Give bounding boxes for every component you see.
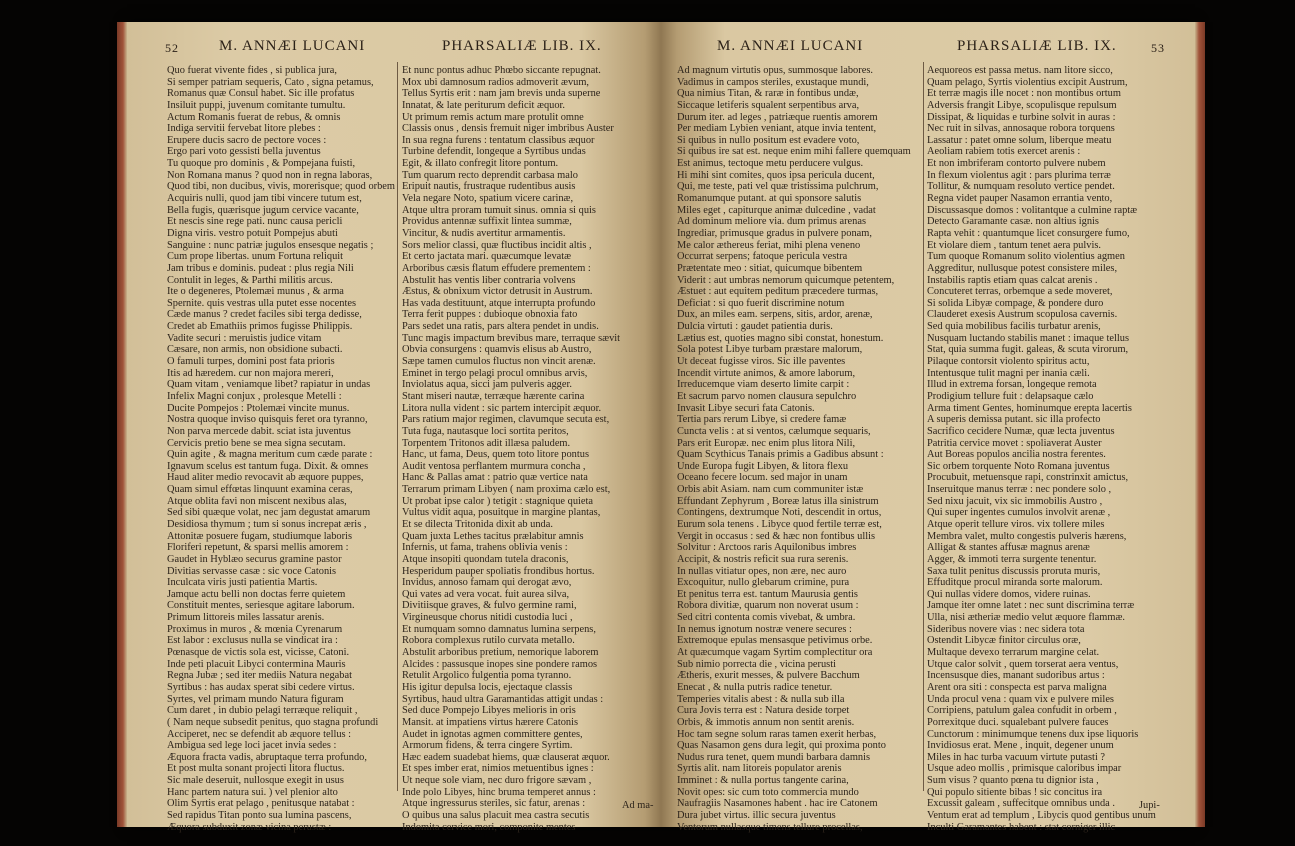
verse-line: Est labor : exclusus nulla se vindicat ira : [167,635,338,647]
verse-line: Pars erit Europæ. nec enim plus litora Nili, [677,437,856,449]
verse-line: Unda procul vena : quam vix e pulvere miles [927,693,1114,705]
verse-line: Inde peti placuit Libyci contermina Mauris [167,658,346,670]
verse-line: Jamque iter omne latet : nec sunt discrimina terræ [927,600,1135,612]
verse-line: Ut probat ipse calor ) tetigit : stagnique quieta [402,495,594,507]
verse-line: Æquora subduxit zonæ vicina perustæ : [167,821,332,833]
verse-line: Atque oblita favi non miscent nexibus alas, [167,495,347,507]
verse-line: Innatat, & late periturum deficit æquor. [402,99,566,111]
verse-line: Syrtibus : has audax sperat sibi cedere virtus. [167,681,355,693]
verse-line: Credet ab Emathiis primos fugisse Philippis. [167,321,353,333]
column-rule [397,62,398,791]
verse-line: Quam juxta Lethes tacitus prælabitur amnis [402,530,584,542]
verse-line: Sed sibi quæque volat, nec jam degustat amarum [167,507,371,519]
verse-line: Invidus, annoso famam qui derogat ævo, [402,577,572,589]
verse-line: Multaque devexo terrarum margine celat. [927,647,1100,659]
verse-line: Tu quoque pro dominis , & Pompejana fuisti, [167,158,356,170]
verse-line: Bella fugis, quærisque jugum cervice vacante, [167,204,359,216]
verse-line: Vadite securi : meruistis judice vitam [167,332,322,344]
verse-line: Aeoliam rabiem totis exercet arenis : [927,146,1081,158]
verse-line: Dissipat, & liquidas e turbine solvit in auras : [927,111,1116,123]
verse-line: Sum visus ? quanto pœna tu dignior ista , [927,775,1099,787]
verse-line: Siccaque letiferis squalent serpentibus arva, [677,99,860,111]
left-page-column-1 [167,65,395,833]
verse-line: Quam pelago, Syrtis violentius excipit Austrum, [927,76,1128,88]
verse-line: Prodigium tellure fuit : delapsaque cælo [927,390,1094,402]
open-book [127,22,1195,833]
verse-line: Terrarum primam Libyen ( nam proxima cælo est, [402,484,611,496]
verse-line: Effuditque procul miranda sorte malorum. [927,577,1103,589]
verse-line: Incendit virtute animos, & amore laborum, [677,367,856,379]
verse-line: Hanc partem natura sui. ) vel plenior alto [167,786,338,798]
verse-line: Floriferi repetunt, & sparsi mellis amorem : [167,542,349,554]
verse-line: Ut neque sole viam, nec duro frigore sævam , [402,775,592,787]
verse-line: Irreducemque viam deserto limite carpit : [677,379,850,391]
verse-line: Clauderet exesis Austrum scopulosa cavernis. [927,309,1118,321]
verse-line: A superis demissa putant. sic illa profecto [927,414,1101,426]
verse-line: Et post multa sonant projecti litora fluctus. [167,763,345,775]
verse-line: Torpentem Tritonos adit illæsa paludem. [402,437,571,449]
verse-line: Insiluit puppi, juvenum comitante tumultu. [167,99,346,111]
verse-line: Infelix Magni conjux , prolesque Metelli : [167,390,342,402]
verse-line: Ut deceat fugisse viros. Sic ille paventes [677,356,846,368]
verse-line: Sola potest Libye turbam præstare malorum, [677,344,863,356]
verse-line: Litora nulla vident : sic partem intercipit æquor. [402,402,602,414]
verse-line: Hanc & Pallas amat : patrio quæ vertice nata [402,472,588,484]
verse-line: Regna videt pauper Nasamon errantia vento, [927,193,1113,205]
verse-line: Unde Europa fugit Libyen, & litora flexu [677,460,849,472]
verse-line: Vela negare Noto, spatium vicere carinæ, [402,193,574,205]
verse-line: Sed duce Pompejo Libyes melioris in oris [402,705,576,717]
verse-line: Dura jubet virtus. illic secura juventus [677,810,836,821]
verse-line: In nemus ignotum nostræ venere secures : [677,623,852,635]
verse-line: Turbine defendit, longeque a Syrtibus undas [402,146,586,158]
verse-line: Sideribus novere vias : nec sidera tota [927,623,1085,635]
verse-line: Cunctorum : minimumque tenens dux ipse liquoris [927,728,1139,740]
right-page-number: 53 [1151,41,1165,55]
verse-line: Inseruitque manus terræ : nec pondere solo , [927,484,1112,496]
right-head-author: M. ANNÆI LUCANI [717,38,864,54]
verse-line: Tum quoque Romanum solito violentius agmen [927,251,1125,263]
verse-line: Ulla, nisi ætheriæ medio velut æquore flammæ. [927,612,1125,624]
verse-line: Incensusque dies, manant sudoribus artus : [927,670,1105,682]
verse-line: Ad dominum meliore via. dum primus arenas [677,216,867,228]
verse-line: Saxa tulit penitus discussis proruta muris, [927,565,1101,577]
verse-line: Audit ventosa perflantem murmura concha , [402,460,586,472]
verse-line: Cuncta velis : at si ventos, cælumque sequaris, [677,425,871,437]
verse-line: Et spes imber erat, nimios metuentibus ignes : [402,763,594,775]
verse-line: Nudus rura tenet, quem mundi barbara damnis [677,751,871,763]
verse-line: O famuli turpes, domini post fata prioris [167,356,335,368]
verse-line: Stant miseri nautæ, terræque hærente carina [402,390,585,402]
verse-line: Cura Jovis terra est : Natura deside torpet [677,705,850,717]
verse-line: Porrexitque duci. squalebant pulvere fauces [927,716,1109,728]
verse-line: Alligat & stantes affusæ magnus arenæ [927,542,1090,554]
verse-line: Itis ad hæredem. cur non majora mereri, [167,367,334,379]
verse-line: Qui populo sitiente bibas ! sic concitus ira [927,786,1103,798]
verse-line: Discussasque domos : volitantque a culmine raptæ [927,204,1138,216]
verse-line: Has vada destituunt, atque interrupta profundo [402,297,596,309]
verse-line: Orbis, & immotis annum non sentit arenis. [677,716,855,728]
verse-line: Si quibus in nullo positum est evadere voto, [677,134,860,146]
verse-line: Tum quarum recto deprendit carbasa malo [402,169,578,181]
right-running-head [661,38,1195,58]
verse-line: Ventum erat ad templum , Libycis quod gentibus unum [927,810,1156,821]
verse-line: Imminet : & nulla portus tangente carina, [677,775,849,787]
verse-line: Aggreditur, nullusque potest consistere miles, [927,262,1118,274]
verse-line: Tellus Syrtis erit : nam jam brevis unda superne [402,88,601,100]
verse-line: Tertia pars rerum Libye, si credere famæ [677,414,847,426]
verse-line: Sic orbem torquente Noto Romana juventus [927,460,1110,472]
verse-line: Providus antennæ suffixit lintea summæ, [402,216,572,228]
verse-line: Quo fuerat vivente fides , si publica jura, [167,65,337,76]
verse-line: His igitur depulsa locis, ejectaque classis [402,681,573,693]
verse-line: Et nunc pontus adhuc Phœbo siccante repugnat. [402,65,601,76]
verse-line: Instabilis raptis etiam quas calcat arenis . [927,274,1098,286]
verse-line: Sæpe tamen cumulos fluctus non vincit arenæ. [402,356,596,368]
verse-line: Prætentate meo : sitiat, quicumque bibentem [677,262,863,274]
verse-line: Quin agite , & magna meritum cum cæde parate : [167,449,373,461]
verse-line: Retulit Argolico fulgentia poma tyranno. [402,670,572,682]
verse-line: Novit opes: sic cum toto commercia mundo [677,786,859,798]
verse-line: Aequoreos est passa metus. nam litore sicco, [927,65,1113,76]
left-page-edge [117,22,127,827]
verse-line: Durum iter. ad leges , patriæque ruentis amorem [677,111,878,123]
verse-line: Et terræ magis ille nocet : non montibus ortum [927,88,1121,100]
verse-line: Digna viris. vestro potuit Pompejus abuti [167,227,338,239]
verse-line: Concuteret terras, orbemque a sede moveret, [927,286,1113,298]
left-head-author: M. ANNÆI LUCANI [219,38,366,54]
verse-line: Occurrat serpens; fatoque pericula vestra [677,251,848,263]
verse-line: In nullas vitiatur opes, non ære, nec auro [677,565,847,577]
verse-line: Miles eget , capiturque animæ dulcedine , vadat [677,204,876,216]
verse-line: Utque calor solvit , quem torserat aera ventus, [927,658,1119,670]
verse-line: Æquora fracta vadis, abruptaque terra profundo, [167,751,367,763]
verse-line: Miles in hac turba vacuum virtute putasti ? [927,751,1106,763]
verse-line: Qui super ingentes cumulos involvit arenæ , [927,507,1111,519]
verse-line: Oceano fecere locum. sed major in unam [677,472,848,484]
verse-line: Jam tribus e dominis. pudeat : plus regia Nili [167,262,354,274]
verse-line: Et nescis sine rege pati. nunc causa pericli [167,216,343,228]
verse-line: Sed quia mobilibus facilis turbatur arenis, [927,321,1101,333]
verse-line: Cervicis pretio bene se mea signa secutam. [167,437,346,449]
left-catchword: Ad ma- [622,800,654,811]
verse-line: Pilaque contorsit violento spiritus actu, [927,356,1090,368]
verse-line: Indiga servitii fervebat litore plebes : [167,123,321,135]
verse-line: Quam vitam , veniamque libet? rapiatur in undas [167,379,371,391]
verse-line: Me calor æthereus feriat, mihi plena veneno [677,239,861,251]
verse-line: Procubuit, metuensque rapi, constrinxit amictus, [927,472,1129,484]
verse-line: Romanus quæ Consul habet. Sic ille profatus [167,88,355,100]
verse-line: Mansit. at impatiens virtus hærere Catonis [402,716,579,728]
verse-line: Quam Scythicus Tanais primis a Gadibus absunt : [677,449,884,461]
right-page [661,22,1195,833]
verse-line: Vadimus in campos steriles, exustaque mundi, [677,76,869,88]
verse-line: Agger, & immoti terra surgente tenentur. [927,553,1097,565]
verse-line: Classis onus , densis fremuit niger imbribus Auster [402,123,614,135]
verse-line: Lætius est, quoties magno sibi constat, honestum. [677,332,884,344]
verse-line: Erupere ducis sacro de pectore voces : [167,134,327,146]
right-page-edge [1195,22,1205,827]
verse-line: Sed rapidus Titan ponto sua lumina pascens, [167,810,352,821]
right-page-column-2 [927,65,1161,833]
verse-line: Æstuet : aut equitem peditum præcedere turmas, [677,286,879,298]
verse-line: Vultus vidit aqua, posuitque in margine plantas, [402,507,601,519]
verse-line: Orbis abit Asiam. nam cum communiter istæ [677,484,864,496]
verse-line: In flexum violentus agit : pars plurima terræ [927,169,1111,181]
verse-line: Sic male deseruit, nullosque exegit in usus [167,775,344,787]
verse-line: Adversis frangit Libye, scopulisque repulsum [927,99,1117,111]
verse-line: Eurum sola tenens . Libyce quod fertile terræ est, [677,518,882,530]
verse-line: Arboribus cæsis flatum effudere prementem : [402,262,591,274]
verse-line: At quæcumque vagam Syrtim complectitur ora [677,647,873,659]
verse-line: In sua regna furens : tentatum classibus æquor [402,134,595,146]
verse-line: Enecat , & nulla putris radice tenetur. [677,681,833,693]
verse-line: Accipit, & nostris reficit sua rura serenis. [677,553,849,565]
verse-line: Ostendit Libycæ finitor circulus oræ, [927,635,1081,647]
verse-line: Invasit Libye securi fata Catonis. [677,402,815,414]
verse-line: Inviolatus aqua, sicci jam pulveris agger. [402,379,572,391]
verse-line: Proximus in muros , & mœnia Cyrenarum [167,623,343,635]
verse-line: Syrtis alit. nam litoreis populator arenis [677,763,842,775]
verse-line: Ergo pari voto gessisti bella juventus [167,146,321,158]
verse-line: Inde polo Libyes, hinc bruma temperet annus : [402,786,596,798]
verse-line: Invidiosus erat. Mene , inquit, degener unum [927,740,1114,752]
verse-line: Atque ultra proram tumuit sinus. omnia si quis [402,204,596,216]
verse-line: Divitias servasse casæ : sic voce Catonis [167,565,337,577]
verse-line: Est animus, tectoque metu perducere vulgus. [677,158,864,170]
verse-line: Romanumque putant. at qui sponsore salutis [677,193,862,205]
verse-line: Obvia consurgens : quamvis elisus ab Austro, [402,344,592,356]
column-rule [923,62,924,791]
verse-line: Et certo jactata mari. quæcumque levatæ [402,251,572,263]
verse-line: Jamque actu belli non doctas ferre quietem [167,588,346,600]
verse-line: Cum daret , in dubio pelagi terræque reliquit , [167,705,358,717]
verse-line: Ad magnum virtutis opus, summosque labores. [677,65,873,76]
verse-line: Et violare diem , tantum tenet aera pulvis. [927,239,1101,251]
verse-line: Et penitus terra est. tantum Maurusia gentis [677,588,858,600]
verse-line: Audet in ignotas agmen committere gentes, [402,728,583,740]
verse-line: Inculcata viris justi patientia Martis. [167,577,318,589]
verse-line: Ambigua sed lege loci jacet invia sedes : [167,740,337,752]
verse-line: Acciperet, nec se defendit ab æquore tellus : [167,728,352,740]
verse-line: Nusquam luctando stabilis manet : imaque tellus [927,332,1130,344]
verse-line: Abstulit has ventis liber contraria volvens [402,274,576,286]
verse-line: Tuta fuga, nautasque loci sortita peritos, [402,425,569,437]
verse-line: Per mediam Lybien veniant, atque invia tentent, [677,123,877,135]
verse-line: Hanc, ut fama, Deus, quem toto litore pontus [402,449,589,461]
verse-line: Attonitæ posuere fugam, studiumque laboris [167,530,352,542]
verse-line: Abstulit arboribus pretium, nemorique laborem [402,647,599,659]
verse-line: Nec ruit in silvas, annosaque robora torquens [927,123,1115,135]
verse-line: Ducite Pompejos : Ptolemæi vincite munus. [167,402,350,414]
verse-line: Nostra quoque inviso quisquis feret ora tyranno, [167,414,368,426]
verse-line: Gaudet in Hyblæo securus gramine pastor [167,553,342,565]
verse-line: Ingrediar, primusque gradus in pulvere ponam, [677,227,872,239]
verse-line: Et non imbriferam contorto pulvere nubem [927,158,1106,170]
verse-line: Cæsare, non armis, non obsidione subacti. [167,344,343,356]
verse-line: Hi mihi sint comites, quos ipsa pericula ducent, [677,169,875,181]
verse-line: Membra valet, multo congestis pulveris hærens, [927,530,1127,542]
verse-line: Cum prope libertas. unum Fortuna reliquit [167,251,344,263]
verse-line: Regna Jubæ ; sed iter mediis Natura negabat [167,670,352,682]
verse-line: Sacrifico cecidere Numæ, quæ lecta juventus [927,425,1115,437]
verse-line: Sed citri contenta comis vivebat, & umbra. [677,612,856,624]
verse-line: Alcides : passusque inopes sine pondere ramos [402,658,598,670]
verse-line: Arent ora siti : conspecta est parva maligna [927,681,1107,693]
verse-line: Aut Boreas populos ancilia nostra ferentes. [927,449,1106,461]
verse-line: Ite o degeneres, Ptolemæi munus , & arma [167,286,344,298]
verse-line: Vergit in occasus : sed & hæc non fontibus ullis [677,530,876,542]
verse-line: Sanguine : nunc patriæ jugulos ensesque negatis ; [167,239,374,251]
verse-line: Patritia cervice movet : spoliaverat Auster [927,437,1102,449]
verse-line: Stat, quia summa fugit. galeas, & scuta virorum, [927,344,1129,356]
verse-line: Hesperidum pauper spoliatis frondibus hortus. [402,565,595,577]
verse-line: Terra ferit puppes : dubioque obnoxia fato [402,309,578,321]
verse-line: Syrtibus, haud ultra Garamantidas attigit undas : [402,693,604,705]
verse-line: Corripiens, patulum galea confudit in orbem , [927,705,1117,717]
left-page [127,22,661,833]
verse-line: Arma timent Gentes, hominumque erepta lacertis [927,402,1132,414]
verse-line: Excoquitur, nullo glebarum crimine, pura [677,577,850,589]
verse-line: Detecto Garamante casæ. non altius ignis [927,216,1099,228]
verse-line: Desidiosa thymum ; tum si sonus increpat æris , [167,518,367,530]
verse-line: Rapta vehit : quantumque licet consurgere fumo, [927,227,1130,239]
verse-line: Tollitur, & numquam resoluto vertice pendet. [927,181,1115,193]
verse-line: Dux, an miles eam. serpens, sitis, ardor, arenæ, [677,309,873,321]
right-page-column-1 [677,65,920,833]
verse-line: Naufragiis Nasamones habent . hac ire Catonem [677,798,878,810]
verse-line: Lassatur : patet omne solum, liberque meatu [927,134,1112,146]
verse-line: Atque insopiti quondam tutela draconis, [402,553,569,565]
verse-line: Pars sedet una ratis, pars altera pendet in undis. [402,321,599,333]
verse-line: Qui nullas videre domos, videre ruinas. [927,588,1091,600]
verse-line: Constituit mentes, seriesque agitare laborum. [167,600,355,612]
verse-line: Ut primum remis actum mare protulit omne [402,111,584,123]
verse-line: Non Romana manus ? quod non in regna laboras, [167,169,373,181]
verse-line: Indomita cervice mori, componite mentes [402,821,576,833]
verse-line: Eripuit nautis, frustraque rudentibus ausis [402,181,576,193]
verse-line: Viderit : aut umbras nemorum quicumque petentem, [677,274,895,286]
verse-line: Actum Romanis fuerat de rebus, & omnis [167,111,341,123]
verse-line: Syrtes, vel primam mundo Natura figuram [167,693,344,705]
verse-line: Contulit in leges, & Parthi militis arcus. [167,274,333,286]
verse-line: O quibus una salus placuit mea castra secutis [402,810,590,821]
left-head-title: PHARSALIÆ LIB. IX. [442,38,602,54]
verse-line: Infernis, ut fama, trahens oblivia venis : [402,542,568,554]
verse-line: Eminet in tergo pelagi procul omnibus arvis, [402,367,588,379]
verse-line: Cæde manus ? credet faciles sibi terga dedisse, [167,309,362,321]
left-page-number: 52 [165,41,179,55]
verse-line: Vincitur, & nudis avertitur armamentis. [402,227,566,239]
verse-line: Æstus, & obnixum victor detrusit in Austrum. [402,286,593,298]
verse-line: Intentusque tulit magni per inania cæli. [927,367,1090,379]
verse-line: Effundant Zephyrum , Boreæ latus illa sinistrum [677,495,879,507]
verse-line: Non parva mercede dabit. sciat ista juventus [167,425,351,437]
verse-line: Spernite. quis vestras ulla putet esse nocentes [167,297,357,309]
verse-line: Quod tibi, non ducibus, vivis, morerisque; quod orbem [167,181,395,193]
verse-line: Contingens, dextrumque Noti, descendit in ortus, [677,507,882,519]
verse-line: Deficiat : si quo fuerit discrimine notum [677,297,845,309]
verse-line: Primum littoreis miles lassatur arenis. [167,612,325,624]
verse-line: Divitiisque graves, & fulvo germine rami, [402,600,577,612]
verse-line: Excussit galeam , suffecitque omnibus unda . [927,798,1115,810]
verse-line: Quam simul effœtas linquunt examina ceras, [167,484,353,496]
verse-line: Virgineusque chorus nitidi custodia luci , [402,612,573,624]
verse-line: Pœnasque de victis sola est, vicisse, Catoni. [167,647,350,659]
verse-line: Hoc tam segne solum raras tamen exerit herbas, [677,728,877,740]
verse-line: Ætheris, exurit messes, & pulvere Bacchum [677,670,860,682]
verse-line: Usque adeo mollis , primisque caloribus impar [927,763,1122,775]
verse-line: Extremoque epulas mensasque petivimus orbe. [677,635,873,647]
verse-line: Haud aliter medio revocavit ab æquore puppes, [167,472,364,484]
verse-line: Atque operit tellure viros. vix tollere miles [927,518,1105,530]
verse-line: Si semper patriam sequeris, Cato , signa petamus, [167,76,374,88]
verse-line: Si quibus ire sat est. neque enim mihi fallere quemquam [677,146,911,158]
verse-line: Ignavum scelus est tantum fuga. Dixit. & omnes [167,460,369,472]
verse-line: Sors melior classi, quæ fluctibus incidit altis , [402,239,592,251]
verse-line: Sub nimio porrecta die , vicina perusti [677,658,836,670]
verse-line: Acquiris nulli, quod jam tibi vincere tutum est, [167,193,362,205]
verse-line: Temperies vitalis abest : & nulla sub illa [677,693,845,705]
verse-line: Dulcia virtuti : gaudet patientia duris. [677,321,833,333]
verse-line: Olim Syrtis erat pelago , penitusque natabat : [167,798,355,810]
verse-line: Hæc eadem suadebat hiems, quæ clauserat æquor. [402,751,610,763]
verse-line: Pars ratium major regimen, clavumque secuta est, [402,414,610,426]
right-catchword: Jupi- [1139,800,1160,811]
verse-line: Mox ubi damnosum radios admoverit ævum, [402,76,590,88]
verse-line: Et sacrum parvo nomen clausura sepulchro [677,390,857,402]
left-running-head [127,38,661,58]
verse-line: Si solida Libyæ compage, & pondere duro [927,297,1104,309]
verse-line: Illud in extrema forsan, longeque remota [927,379,1097,391]
verse-line: Et numquam somno damnatus lumina serpens, [402,623,596,635]
verse-line: Ventorum nullasque timens tellure procellas, [677,821,863,833]
left-page-column-2 [402,65,642,833]
verse-line: Atque ingressurus steriles, sic fatur, arenas : [402,798,586,810]
verse-line: Armorum fidens, & terra cingere Syrtim. [402,740,573,752]
verse-line: Robora complexus rutilo curvata metallo. [402,635,575,647]
verse-line: Qui, me teste, pati vel quæ tristissima pulchrum, [677,181,879,193]
right-head-title: PHARSALIÆ LIB. IX. [957,38,1117,54]
verse-line: Robora divitiæ, quarum non noverat usum : [677,600,859,612]
verse-line: Qua nimius Titan, & raræ in fontibus undæ, [677,88,859,100]
verse-line: Et se dilecta Tritonida dixit ab unda. [402,518,553,530]
verse-line: Sed nixu jacuit, vix sic immobilis Austro , [927,495,1103,507]
verse-line: Solvitur : Arctoos raris Aquilonibus imbres [677,542,857,554]
verse-line: Qui vates ad vera vocat. fuit aurea silva, [402,588,570,600]
verse-line: Tunc magis impactum brevibus mare, terraque sævit [402,332,621,344]
verse-line: Egit, & illato confregit litore pontum. [402,158,559,170]
verse-line: Inculti Garamantes habent : stat corniger illic [927,821,1116,833]
verse-line: ( Nam neque subsedit penitus, quo stagna profundi [167,716,379,728]
verse-line: Quas Nasamon gens dura legit, qui proxima ponto [677,740,886,752]
